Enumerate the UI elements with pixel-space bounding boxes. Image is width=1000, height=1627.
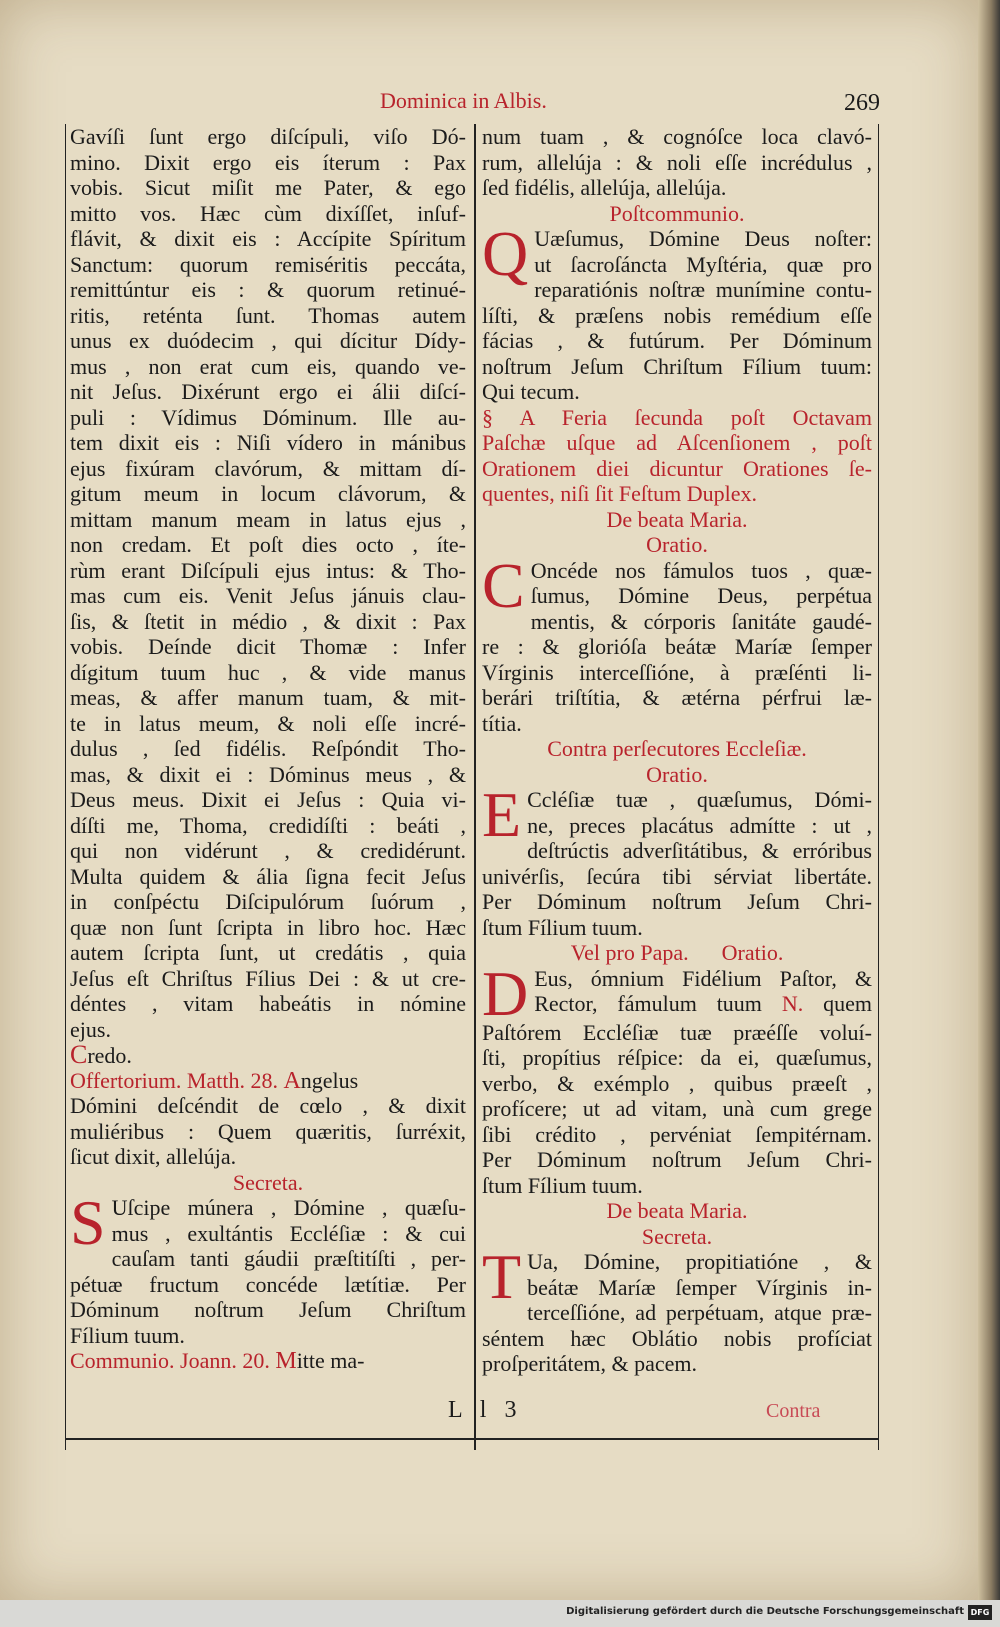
text-line: ne, preces placátus admítte : ut , xyxy=(527,812,872,838)
postcommunio-text xyxy=(482,226,872,405)
communio-text xyxy=(482,124,872,201)
text-line: qui non vidérunt , & credidérunt. xyxy=(70,838,466,863)
postcommunio-paragraph xyxy=(482,226,872,405)
secreta-drop-cap: S xyxy=(70,1195,106,1258)
text-line: Dómini deſcéndit de cœlo , & dixit xyxy=(70,1093,466,1118)
beata-heading-2: De beata Maria. xyxy=(606,1198,748,1223)
text-line: remittúntur eis : & quorum retinué- xyxy=(70,277,466,302)
postcommunio-drop-cap: Q xyxy=(482,226,529,289)
offertorium-first: ngelus xyxy=(300,1067,359,1093)
papa-oratio: Oratio. xyxy=(721,940,784,965)
tua-text xyxy=(482,1249,872,1377)
deus-drop-cap: D xyxy=(482,965,529,1020)
text-line: ſed fidélis, allelúja, allelúja. xyxy=(482,175,727,200)
text-line: déntes , vitam habeátis in nómine xyxy=(70,991,466,1016)
gospel-text xyxy=(70,124,466,1017)
text-line: univérſis, ſecúra tibi sérviat libertáte. xyxy=(482,863,872,889)
text-line: dulus , ſed fidélis. Reſpóndit Tho- xyxy=(70,736,466,761)
text-line: Per Dóminum noſtrum Jeſum Chri- xyxy=(482,889,872,914)
text-line: deſtrúctis adverſitátibus, & erróribus xyxy=(527,838,872,863)
left-column xyxy=(70,124,466,1374)
text-line: Ua, Dómine, propitiatióne , & xyxy=(527,1249,872,1274)
communio-first: itte ma- xyxy=(296,1348,365,1373)
text-line: reparatiónis noſtræ munímine contu- xyxy=(534,277,872,302)
text-line: mitto vos. Hæc cùm dixíſſet, inſuf- xyxy=(70,200,466,226)
text-line: § A Feria ſecunda poſt Octavam xyxy=(482,404,872,430)
credo-initial: C xyxy=(70,1042,88,1068)
text-line: ſis, & ſtetit in médio , & dixit : Pax xyxy=(70,608,466,634)
text-line: rùm erant Diſcípuli ejus intus: & Tho- xyxy=(70,557,466,583)
text-line: noſtrum Jeſum Chriſtum Fílium tuum: xyxy=(482,353,872,379)
text-line: Fílium tuum. xyxy=(70,1322,185,1348)
text-line: autem ſcripta ſunt, ut credátis , quia xyxy=(70,940,466,965)
deus-line-1: Eus, ómnium Fidélium Paſtor, & xyxy=(534,965,872,991)
text-line: díſti me, Thoma, credidíſti : beáti , xyxy=(70,812,466,838)
digitization-footer xyxy=(0,1600,1000,1627)
papa-heading: Vel pro Papa. xyxy=(570,940,689,965)
concede-paragraph xyxy=(482,558,872,737)
text-line: Vírginis interceſſióne, à præſénti li- xyxy=(482,659,872,685)
text-line: Paſtórem Eccléſiæ tuæ præéſſe voluí- xyxy=(482,1019,872,1045)
communio-initial: M xyxy=(275,1348,297,1374)
text-line: flávit, & dixit eis : Accípite Spíritum xyxy=(70,226,466,251)
text-line: títia. xyxy=(482,710,522,736)
deus-line-2 xyxy=(534,991,872,1017)
deus-text xyxy=(482,1020,872,1199)
secreta-heading: Secreta. xyxy=(232,1169,304,1195)
text-line: ejus fixúram clavórum, & mittam dí- xyxy=(70,455,466,481)
running-title: Dominica in Albis. xyxy=(380,88,547,113)
text-line: Paſchæ uſque ad Aſcenſionem , poſt xyxy=(482,430,872,455)
deus-line-2-a: Rector, fámulum tuum xyxy=(534,991,762,1016)
text-line: ſti, propítius réſpice: da ei, quæſumus, xyxy=(482,1045,872,1070)
text-line: ſicut dixit, allelúja. xyxy=(70,1144,237,1169)
text-line: Qui tecum. xyxy=(482,379,580,404)
text-line: rum, allelúja : & noli eſſe incrédulus , xyxy=(482,149,872,175)
text-line: Ccléſiæ tuæ , quæſumus, Dómi- xyxy=(527,787,872,812)
text-line: Deus meus. Dixit ei Jeſus : Quia vi- xyxy=(70,787,466,812)
text-line: mas cum eis. Venit Jeſus jánuis clau- xyxy=(70,583,466,608)
text-line: quentes, niſi ſit Feſtum Duplex. xyxy=(482,481,757,506)
text-line: Dóminum noſtrum Jeſum Chriſtum xyxy=(70,1297,466,1322)
credo-line xyxy=(70,1042,466,1068)
secreta-paragraph xyxy=(70,1195,466,1348)
oratio-heading: Oratio. xyxy=(646,532,708,557)
deus-line-2-n: N. xyxy=(781,991,804,1016)
text-line: mas, & dixit ei : Dóminus meus , & xyxy=(70,761,466,787)
catchword: Contra xyxy=(766,1400,821,1422)
deus-paragraph xyxy=(482,966,872,1020)
text-line: verbo, & exémplo , quibus præeſt , xyxy=(482,1070,872,1096)
text-line: Orationem diei dicuntur Orationes ſe- xyxy=(482,455,872,481)
bottom-rule xyxy=(65,1438,879,1440)
text-line: líſti, & præſens nobis remédium eſſe xyxy=(482,302,872,328)
text-line: Multa quidem & ália ſigna fecit Jeſus xyxy=(70,863,466,889)
text-line: puli : Vídimus Dóminum. Ille au- xyxy=(70,404,466,430)
secreta-text xyxy=(70,1195,466,1348)
credo-text: redo. xyxy=(87,1043,132,1068)
text-line: ſumus, Dómine Deus, perpétua xyxy=(530,583,872,608)
text-line: Gavíſi ſunt ergo diſcípuli, viſo Dó- xyxy=(70,124,466,149)
text-line: dígitum tuum huc , & vide manus xyxy=(70,659,466,685)
text-line: Jeſus eſt Chriſtus Fílius Dei : & ut cre- xyxy=(70,965,466,991)
text-line: profícere; ut ad vitam, unà cum grege xyxy=(482,1096,872,1121)
text-line: Oncéde nos fámulos tuos , quæ- xyxy=(530,557,872,583)
text-line: ut ſacroſáncta Myſtéria, quæ pro xyxy=(534,251,872,277)
page-header xyxy=(60,88,880,124)
text-line: mus , exultántis Eccléſiæ : & cui xyxy=(111,1220,466,1246)
text-line: beátæ Maríæ ſemper Vírginis in- xyxy=(527,1274,872,1300)
right-column xyxy=(482,124,872,1377)
text-line: vobis. Deínde dicit Thomæ : Infer xyxy=(70,634,466,659)
tua-drop-cap: T xyxy=(482,1249,522,1312)
text-line: mentis, & córporis ſanitáte gaudé- xyxy=(530,608,872,634)
oratio-heading-2: Oratio. xyxy=(646,761,708,787)
footer-text: Digitalisierung gefördert durch die Deutsche Forschungsgemeinschaft xyxy=(566,1606,964,1617)
dfg-logo: DFG xyxy=(968,1605,992,1620)
concede-drop-cap: C xyxy=(482,557,525,621)
text-line: meas, & affer manum tuam, & mit- xyxy=(70,685,466,710)
text-line: pétuæ fructum concéde lætítiæ. Per xyxy=(70,1271,466,1297)
text-line: Sanctum: quorum remiséritis peccáta, xyxy=(70,251,466,277)
column-divider xyxy=(474,124,476,1450)
postcommunio-heading: Poſtcommunio. xyxy=(609,200,745,226)
text-line: unus ex duódecim , qui dícitur Dídy- xyxy=(70,328,466,353)
offertorium-label: Offertorium. Matth. 28. xyxy=(70,1067,278,1093)
text-line: non credam. Et poſt dies octo , íte- xyxy=(70,532,466,557)
text-line: ſtum Fílium tuum. xyxy=(482,1172,643,1198)
beata-heading: De beata Maria. xyxy=(606,506,748,532)
papa-heading-line xyxy=(482,940,872,966)
text-line: muliéribus : Quem quæritis, ſurréxit, xyxy=(70,1118,466,1144)
tua-paragraph xyxy=(482,1249,872,1377)
deus-line-2-b: quem xyxy=(823,991,872,1016)
text-line: terceſſióne, ad perpétuam, atque præ- xyxy=(527,1300,872,1325)
text-line: re : & glorióſa beátæ Maríæ ſemper xyxy=(482,634,872,659)
text-line: vobis. Sicut miſit me Pater, & ego xyxy=(70,175,466,200)
text-line: num tuam , & cognóſce loca clavó- xyxy=(482,124,872,149)
text-line: mino. Dixit ergo eis íterum : Pax xyxy=(70,149,466,175)
text-line: te in latus meum, & noli eſſe incré- xyxy=(70,710,466,736)
offertorium-line xyxy=(70,1068,466,1094)
ecclesiae-drop-cap: E xyxy=(482,787,522,850)
text-line: mittam manum meam in latus ejus , xyxy=(70,506,466,532)
text-line: cauſam tanti gáudii præſtitíſti , per- xyxy=(111,1246,466,1271)
text-line: quæ non ſunt ſcripta in libro hoc. Hæc xyxy=(70,914,466,940)
text-line: tem dixit eis : Niſi vídero in mánibus xyxy=(70,430,466,455)
text-line: proſperitátem, & pacem. xyxy=(482,1351,698,1376)
page-number: 269 xyxy=(844,90,880,116)
communio-label: Communio. Joann. 20. xyxy=(70,1348,270,1373)
text-line: ritis, reténta ſunt. Thomas autem xyxy=(70,302,466,328)
ecclesiae-paragraph xyxy=(482,787,872,940)
page-edge xyxy=(978,0,1000,1600)
gospel-end: ejus. xyxy=(70,1016,111,1042)
text-line: gitum meum in locum clávorum, & xyxy=(70,481,466,506)
concede-text xyxy=(482,558,872,737)
ecclesiae-text xyxy=(482,787,872,940)
text-line: ſtum Fílium tuum. xyxy=(482,914,643,940)
text-line: fácias , & futúrum. Per Dóminum xyxy=(482,328,872,353)
text-line: mus , non erat cum eis, quando ve- xyxy=(70,353,466,379)
text-line: ſibi crédito , pervéniat ſempitérnam. xyxy=(482,1121,872,1147)
text-line: Uſcipe múnera , Dómine , quæſu- xyxy=(111,1195,466,1220)
text-line: Per Dóminum noſtrum Jeſum Chri- xyxy=(482,1147,872,1172)
offertorium-initial: A xyxy=(283,1067,301,1093)
contra-heading: Contra perſecutores Eccleſiæ. xyxy=(547,736,807,761)
secreta-heading-2: Secreta. xyxy=(641,1223,713,1249)
signature-mark: L l 3 xyxy=(448,1397,523,1423)
text-line: berári triſtítia, & ætérna pérfrui læ- xyxy=(482,685,872,710)
text-line: nit Jeſus. Dixérunt ergo ei álii diſcí- xyxy=(70,379,466,404)
communio-line xyxy=(70,1348,466,1374)
rubric-text xyxy=(482,405,872,507)
text-line: in conſpéctu Diſcipulórum ſuórum , xyxy=(70,889,466,914)
offertorium-text xyxy=(70,1093,466,1170)
text-line: Uæſumus, Dómine Deus noſter: xyxy=(534,226,872,251)
text-line: séntem hæc Oblátio nobis profíciat xyxy=(482,1325,872,1351)
